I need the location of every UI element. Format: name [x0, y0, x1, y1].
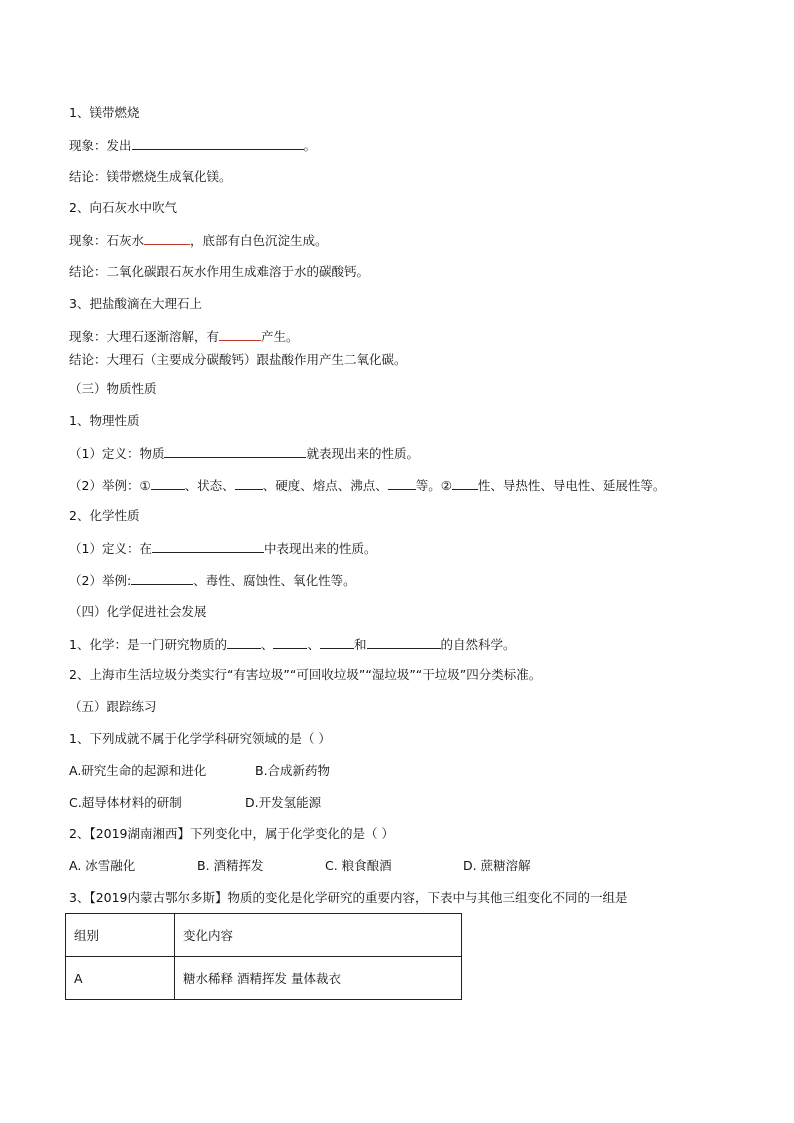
table-header-row [66, 914, 462, 957]
chem-ex-suffix: 、毒性、腐蚀性、氧化性等。 [193, 573, 356, 588]
table-cell-content: 糖水稀释 酒精挥发 量体裁衣 [175, 957, 462, 1000]
phys-ex-blank-4[interactable] [452, 477, 478, 490]
phys-ex-part-b: 、状态、 [184, 478, 235, 493]
phys-def-suffix: 就表现出来的性质。 [306, 446, 419, 461]
table-row [66, 957, 462, 1000]
table-header-content: 变化内容 [175, 914, 462, 957]
s1-phen-prefix: 现象：发出 [69, 138, 132, 153]
q2-options [69, 858, 531, 874]
s3-title: 3、把盐酸滴在大理石上 [69, 296, 202, 311]
s3-phenomenon [69, 328, 299, 345]
s1-title: 1、镁带燃烧 [69, 105, 140, 120]
phys-ex-part-a: （2）举例：① [69, 478, 151, 493]
chem-def-prefix: （1）定义：在 [69, 541, 152, 556]
chem-def-suffix: 中表现出来的性质。 [263, 541, 377, 556]
phys-def-prefix: （1）定义：物质 [69, 446, 165, 461]
phys-examples [69, 477, 665, 494]
part4-item2: 2、上海市生活垃圾分类实行“有害垃圾”“可回收垃圾”“湿垃圾”“干垃圾”四分类标准。 [69, 667, 542, 682]
s2-phen-suffix: ，底部有白色沉淀生成。 [190, 233, 328, 248]
part4-blank-4[interactable] [367, 636, 441, 649]
s1-blank[interactable] [132, 137, 304, 150]
chem-def-blank[interactable] [152, 540, 264, 553]
part4-blank-1[interactable] [227, 636, 261, 649]
s1-conclusion: 结论：镁带燃烧生成氧化镁。 [69, 169, 232, 184]
chem-definition [69, 540, 376, 557]
phys-title: 1、物理性质 [69, 413, 140, 428]
q1-option-b[interactable]: B.合成新药物 [255, 763, 331, 778]
s1-phenomenon [69, 137, 316, 154]
part4-item1-end: 的自然科学。 [440, 637, 516, 652]
q3-stem: 3、【2019内蒙古鄂尔多斯】物质的变化是化学研究的重要内容，下表中与其他三组变化不同的一组是 [69, 890, 628, 905]
s2-blank[interactable] [144, 232, 190, 245]
chem-title: 2、化学性质 [69, 508, 140, 523]
s3-conclusion: 结论：大理石（主要成分碳酸钙）跟盐酸作用产生二氧化碳。 [69, 352, 407, 367]
part4-heading: （四）化学促进社会发展 [69, 604, 207, 619]
table-header-group: 组别 [66, 914, 175, 957]
s1-phen-suffix: 。 [303, 138, 317, 153]
part4-sep-2: 、 [307, 637, 320, 652]
chem-examples [69, 572, 356, 589]
chem-ex-prefix: （2）举例: [69, 573, 132, 588]
phys-def-blank[interactable] [164, 445, 306, 458]
phys-ex-part-c: 、硬度、熔点、沸点、 [262, 478, 388, 493]
s2-phenomenon [69, 232, 328, 249]
part4-sep-1: 、 [260, 637, 274, 652]
q2-option-b[interactable]: B. 酒精挥发 [197, 858, 264, 873]
part4-and: 和 [354, 637, 367, 652]
q2-stem: 2、【2019湖南湘西】下列变化中，属于化学变化的是（ ） [69, 826, 394, 841]
s3-blank[interactable] [219, 328, 261, 341]
s2-title: 2、向石灰水中吹气 [69, 200, 177, 215]
part3-heading: （三）物质性质 [69, 381, 157, 396]
part4-blank-3[interactable] [320, 636, 354, 649]
s3-phen-suffix: 产生。 [261, 329, 299, 344]
q1-option-c[interactable]: C.超导体材料的研制 [69, 795, 182, 810]
q2-option-a[interactable]: A. 冰雪融化 [69, 858, 136, 873]
chem-ex-blank[interactable] [131, 572, 193, 585]
q1-options-row2 [69, 795, 321, 811]
phys-definition [69, 445, 419, 462]
phys-ex-blank-3[interactable] [388, 477, 416, 490]
q1-options-row1 [69, 763, 330, 779]
s2-phen-prefix: 现象：石灰水 [69, 233, 145, 248]
part4-item1 [69, 636, 516, 653]
s3-phen-prefix: 现象：大理石逐渐溶解，有 [69, 329, 220, 344]
q1-option-d[interactable]: D.开发氢能源 [245, 795, 322, 810]
phys-ex-part-e: 性、导热性、导电性、延展性等。 [477, 478, 666, 493]
part5-heading: （五）跟踪练习 [69, 699, 157, 714]
phys-ex-part-d: 等。② [415, 478, 452, 493]
table-cell-group: A [66, 957, 175, 1000]
q3-table [65, 913, 462, 1000]
part4-item1-lead: 1、化学：是一门研究物质的 [69, 637, 227, 652]
q2-option-d[interactable]: D. 蔗糖溶解 [463, 858, 531, 873]
s2-conclusion: 结论：二氧化碳跟石灰水作用生成难溶于水的碳酸钙。 [69, 264, 370, 279]
phys-ex-blank-1[interactable] [151, 477, 185, 490]
q2-option-c[interactable]: C. 粮食酿酒 [325, 858, 392, 873]
q1-option-a[interactable]: A.研究生命的起源和进化 [69, 763, 207, 778]
part4-blank-2[interactable] [273, 636, 307, 649]
phys-ex-blank-2[interactable] [235, 477, 263, 490]
q1-stem: 1、下列成就不属于化学学科研究领域的是（ ） [69, 731, 331, 746]
